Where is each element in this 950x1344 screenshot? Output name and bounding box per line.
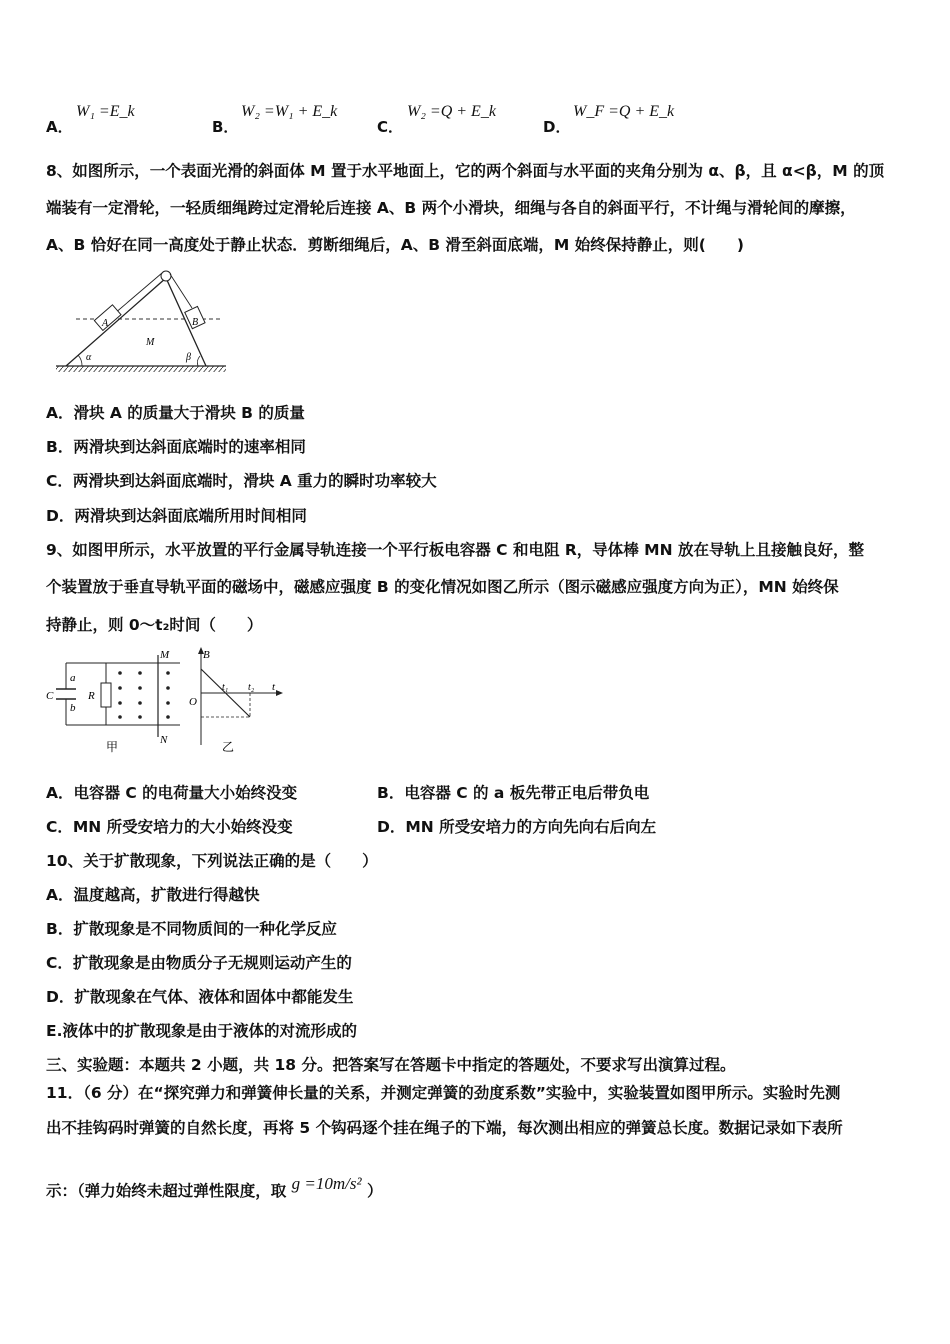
q8-stem-line2: 端装有一定滑轮，一轻质细绳跨过定滑轮后连接 A、B 两个小滑块，细绳与各自的斜面平行，不计绳与滑轮间的摩擦， [46, 199, 856, 217]
q7-option-a-formula: W₁ =E_k [76, 103, 135, 120]
label-m: M [146, 337, 155, 348]
label-a-plate: a [70, 672, 76, 684]
q11-line3-prefix: 示：（弹力始终未超过弹性限度，取 [46, 1182, 287, 1200]
label-a: A [102, 318, 109, 329]
q10-option-c: C．扩散现象是由物质分子无规则运动产生的 [46, 954, 352, 972]
label-t2: t₂ [248, 682, 255, 693]
q10-option-d: D．扩散现象在气体、液体和固体中都能发生 [46, 988, 354, 1006]
q11-gravity-formula: g =10m/s² [291, 1174, 362, 1193]
q9-graph-figure-yi [188, 645, 288, 755]
label-r: R [88, 690, 95, 702]
ground-hatch [56, 366, 226, 372]
rope-right [170, 274, 192, 308]
rope-left [114, 273, 162, 314]
q11-stem-line1: 11．（6 分）在“探究弹力和弹簧伸长量的关系，并测定弹簧的劲度系数”实验中，实验装置如图甲所示。实验时先测 [46, 1084, 841, 1102]
q9-option-b: B．电容器 C 的 a 板先带正电后带负电 [377, 784, 650, 802]
label-b: B [192, 317, 199, 328]
label-origin: O [189, 696, 197, 708]
q10-option-e: E.液体中的扩散现象是由于液体的对流形成的 [46, 1022, 357, 1040]
caption-yi: 乙 [222, 740, 235, 754]
q9-stem-line2: 个装置放于垂直导轨平面的磁场中，磁感应强度 B 的变化情况如图乙所示（图示磁感应强度方向为正），MN 始终保 [46, 578, 839, 596]
q7-option-b-label: B． [212, 118, 239, 136]
label-t1: t₁ [222, 682, 229, 693]
q8-option-d: D．两滑块到达斜面底端所用时间相同 [46, 507, 307, 525]
caption-jia: 甲 [106, 740, 119, 754]
q11-stem-line3 [46, 1174, 383, 1201]
q8-incline-figure [52, 266, 232, 376]
q8-stem-line1: 8、如图所示，一个表面光滑的斜面体 M 置于水平地面上，它的两个斜面与水平面的夹角分别为 α、β，且 α<β，M 的顶 [46, 162, 885, 180]
resistor-r [101, 683, 111, 707]
label-c: C [46, 690, 54, 702]
section-3-heading: 三、实验题：本题共 2 小题，共 18 分。把答案写在答题卡中指定的答题处，不要求写出演算过程。 [46, 1056, 736, 1074]
q9-option-c: C．MN 所受安培力的大小始终没变 [46, 818, 293, 836]
pulley-icon [161, 271, 171, 281]
q10-option-b: B．扩散现象是不同物质间的一种化学反应 [46, 920, 337, 938]
q9-stem-line3: 持静止，则 0～t₂时间（ ） [46, 616, 263, 634]
q7-option-b-formula: W₂ =W₁ + E_k [241, 103, 338, 120]
q10-stem: 10、关于扩散现象，下列说法正确的是（ ） [46, 852, 378, 870]
q7-option-d-formula: W_F =Q + E_k [573, 103, 675, 120]
q8-stem-line3: A、B 恰好在同一高度处于静止状态．剪断细绳后，A、B 滑至斜面底端，M 始终保持静止，则( ) [46, 236, 744, 254]
label-b-plate: b [70, 702, 76, 714]
q9-option-d: D．MN 所受安培力的方向先向右后向左 [377, 818, 657, 836]
q11-line3-suffix: ） [367, 1182, 383, 1200]
label-alpha: α [86, 352, 92, 363]
q7-option-c-label: C． [377, 118, 404, 136]
q10-option-a: A．温度越高，扩散进行得越快 [46, 886, 260, 904]
label-beta: β [186, 352, 191, 363]
q7-option-d-label: D． [543, 118, 571, 136]
label-m: M [160, 649, 170, 661]
q8-option-b: B．两滑块到达斜面底端时的速率相同 [46, 438, 306, 456]
q8-option-a: A．滑块 A 的质量大于滑块 B 的质量 [46, 404, 305, 422]
q9-circuit-figure-jia [44, 645, 194, 755]
q7-option-a-label: A． [46, 118, 73, 136]
q11-stem-line2: 出不挂钩码时弹簧的自然长度，再将 5 个钩码逐个挂在绳子的下端，每次测出相应的弹簧总长度。数据记录如下表所 [46, 1119, 843, 1137]
label-t: t [272, 681, 276, 693]
q8-option-c: C．两滑块到达斜面底端时，滑块 A 重力的瞬时功率较大 [46, 472, 437, 490]
q7-option-c-formula: W₂ =Q + E_k [407, 103, 496, 120]
label-n: N [160, 734, 168, 746]
label-b-axis: B [203, 649, 210, 661]
q9-stem-line1: 9、如图甲所示，水平放置的平行金属导轨连接一个平行板电容器 C 和电阻 R，导体棒 MN 放在导轨上且接触良好，整 [46, 541, 864, 559]
q9-option-a: A．电容器 C 的电荷量大小始终没变 [46, 784, 298, 802]
magnetic-field-dots [118, 671, 170, 719]
